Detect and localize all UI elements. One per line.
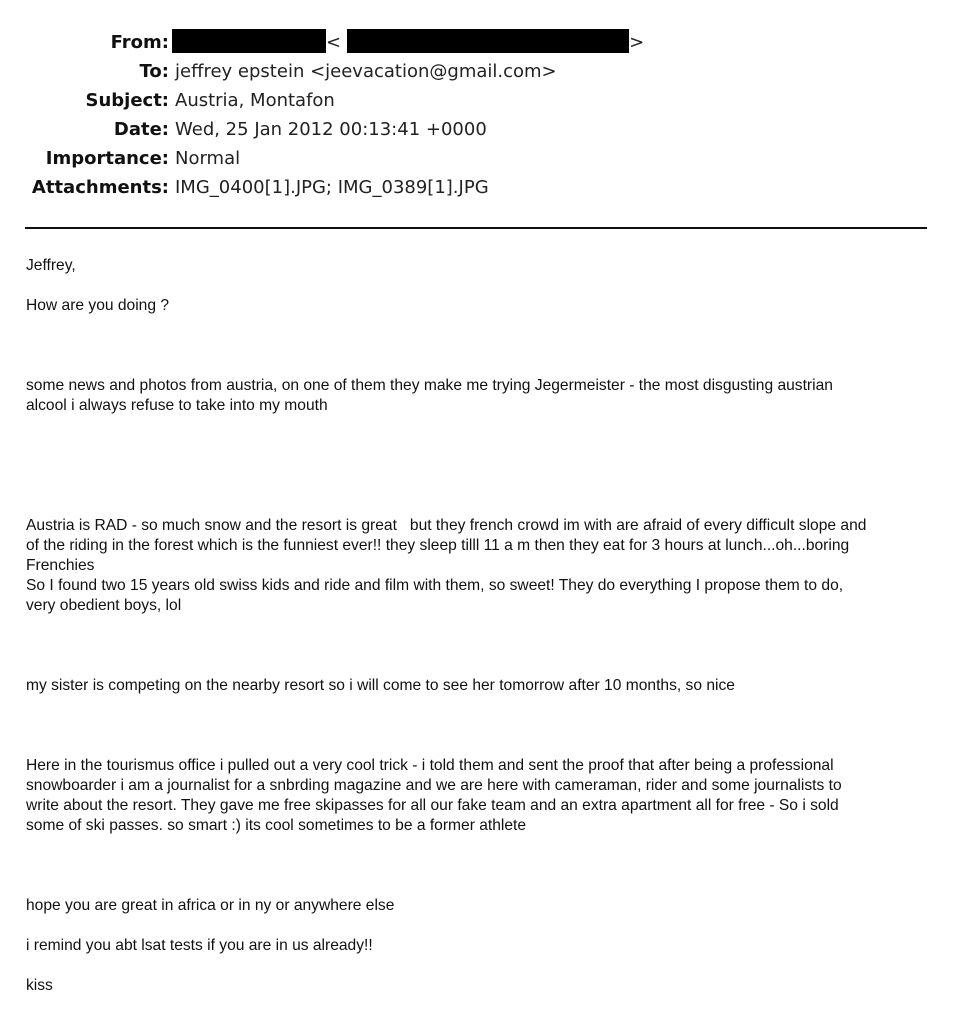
body-line: some news and photos from austria, on one of them they make me trying Jegermeister - the most disgusting austrian — [26, 377, 833, 394]
body-line: So I found two 15 years old swiss kids and ride and film with them, so sweet! They do everything I propose them to do, — [26, 577, 844, 594]
date-value: Wed, 25 Jan 2012 00:13:41 +0000 — [175, 119, 487, 140]
attachments-value: IMG_0400[1].JPG; IMG_0389[1].JPG — [175, 177, 489, 198]
body-paragraph — [26, 336, 941, 456]
greeting: Jeffrey, — [26, 257, 76, 274]
body-line: alcool i always refuse to take into my mouth — [26, 397, 328, 414]
importance-label: Importance: — [45, 148, 169, 169]
body-line: very obedient boys, lol — [26, 597, 182, 614]
attachments-label: Attachments: — [31, 177, 169, 198]
sign-off: kiss — [26, 977, 53, 994]
body-line: of the riding in the forest which is the funniest ever!! they sleep tilll 11 a m then they eat for 3 hours at lunch...oh...boring — [26, 537, 850, 554]
body-paragraph: How are you doing ? — [26, 297, 170, 314]
body-paragraph: hope you are great in africa or in ny or anywhere else — [26, 897, 395, 914]
email-header — [0, 28, 955, 202]
body-line: Frenchies — [26, 557, 95, 574]
from-close-bracket: > — [629, 32, 645, 53]
subject-row — [0, 86, 955, 115]
body-paragraph: i remind you abt lsat tests if you are in us already!! — [26, 937, 373, 954]
from-label: From: — [110, 32, 169, 53]
redaction-box — [347, 29, 629, 53]
importance-row — [0, 144, 955, 173]
body-paragraph — [26, 476, 941, 656]
to-value: jeffrey epstein <jeevacation@gmail.com> — [175, 61, 557, 82]
to-row — [0, 57, 955, 86]
email-body — [26, 256, 941, 1016]
date-label: Date: — [113, 119, 169, 140]
redaction-box — [172, 29, 326, 53]
importance-value: Normal — [175, 148, 241, 169]
date-row — [0, 115, 955, 144]
body-line: snowboarder i am a journalist for a snbrding magazine and we are here with cameraman, rider and some journalists to — [26, 777, 842, 794]
body-line: Here in the tourismus office i pulled out a very cool trick - i told them and sent the proof that after being a professional — [26, 757, 834, 774]
body-line: write about the resort. They gave me free skipasses for all our fake team and an extra apartment all for free - So i sold — [26, 797, 839, 814]
header-divider — [25, 227, 927, 229]
attachments-row — [0, 173, 955, 202]
body-line: some of ski passes. so smart :) its cool sometimes to be a former athlete — [26, 817, 527, 834]
to-label: To: — [139, 61, 169, 82]
from-open-bracket: < — [326, 32, 342, 53]
body-line: Austria is RAD - so much snow and the resort is great but they french crowd im with are afraid of every difficult slope and — [26, 517, 867, 534]
subject-label: Subject: — [85, 90, 169, 111]
from-row — [0, 28, 955, 57]
body-paragraph: my sister is competing on the nearby resort so i will come to see her tomorrow after 10 months, so nice — [26, 677, 735, 694]
body-paragraph — [26, 716, 941, 876]
from-value — [172, 28, 644, 57]
subject-value: Austria, Montafon — [175, 90, 335, 111]
